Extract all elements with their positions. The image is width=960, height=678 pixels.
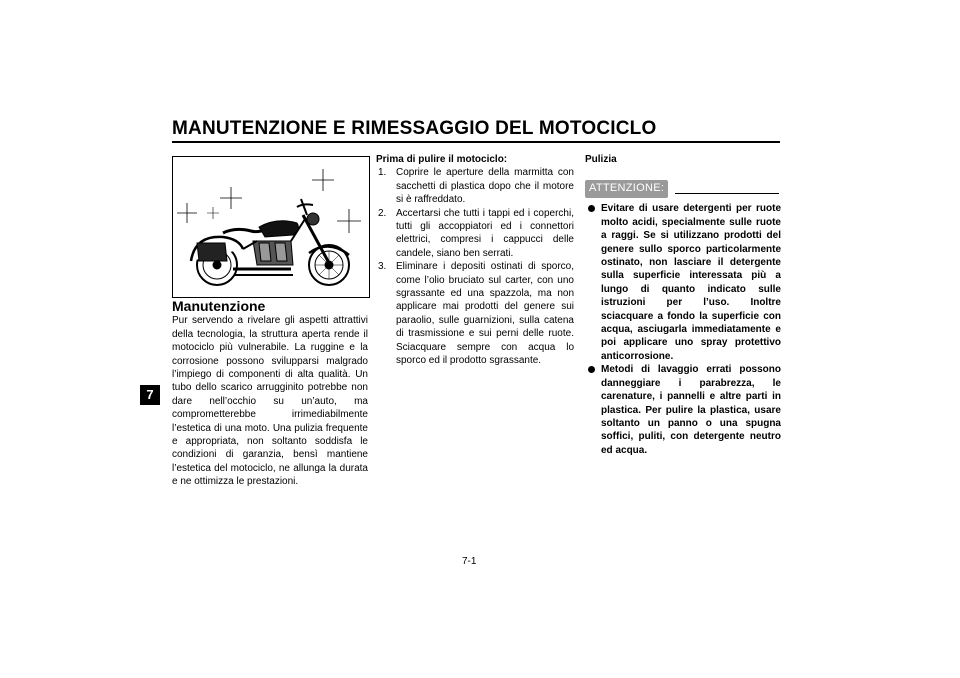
attention-rule: [675, 193, 779, 194]
bullet-text: Evitare di usare detergenti per ruote molto acidi, specialmente sulle ruote a raggi. Se si utilizzano prodotti del genere sullo sporco particolarmente ostinato, non lasciare il detergente sulla superficie interessata più a lungo di quanto indicato sulle istruzioni per l’uso. Inoltre sciacquare a fondo la superficie con acqua, asciugarla immediatamente e poi applicare uno spray protettivo anticorrosione.: [601, 203, 781, 362]
step-text: Coprire le aperture della marmitta con sacchetti di plastica dopo che il motore si è raffreddato.: [396, 167, 574, 206]
step-number: 2.: [378, 207, 387, 219]
before-cleaning-steps: [376, 166, 574, 367]
before-cleaning-column: [376, 153, 574, 368]
maintenance-column: [172, 300, 368, 489]
bullet-icon: [588, 205, 595, 212]
maintenance-heading: Manutenzione: [172, 298, 266, 314]
page-number: 7-1: [462, 556, 477, 567]
motorcycle-illustration: [172, 156, 370, 298]
page-title: MANUTENZIONE E RIMESSAGGIO DEL MOTOCICLO: [172, 118, 657, 139]
bullet-icon: [588, 366, 595, 373]
list-item: [376, 207, 574, 261]
step-text: Accertarsi che tutti i tappi ed i coperchi, tutti gli accoppiatori ed i connettori elettrici, compresi i cappucci delle candele, siano ben serrati.: [396, 207, 574, 259]
before-cleaning-heading: Prima di pulire il motociclo:: [376, 154, 508, 165]
cleaning-heading: Pulizia: [585, 154, 617, 165]
attention-header: [585, 176, 781, 202]
title-rule: [172, 141, 780, 143]
chapter-tab: 7: [140, 385, 160, 405]
step-number: 3.: [378, 261, 387, 273]
list-item: [585, 363, 781, 457]
list-item: [376, 166, 574, 206]
bullet-text: Metodi di lavaggio errati possono danneggiare i parabrezza, le carenature, i pannelli e altre parti in plastica. Per pulire la plastica, usare soltanto un panno o una spugna soffici, puliti, con detergente neutro ed acqua.: [601, 364, 781, 456]
maintenance-paragraph: Pur servendo a rivelare gli aspetti attrattivi della tecnologia, la struttura aperta rende il motociclo più vulnerabile. La ruggine e la corrosione possono svilupparsi malgrado l’impiego di componenti di alta qualità. Un tubo dello scarico arrugginito potrebbe non dare nell’occhio su un’auto, ma comprometterebbe irrimediabilmente l’estetica di una moto. Una pulizia frequente e appropriata, non soltanto soddisfa le condizioni di garanzia, bensì mantiene l’estetica del motociclo, ne allunga la durata e ne ottimizza le prestazioni.: [172, 315, 368, 488]
list-item: [376, 260, 574, 367]
cleaning-column: [585, 153, 781, 457]
step-number: 1.: [378, 167, 387, 179]
list-item: [585, 202, 781, 363]
attention-badge: ATTENZIONE:: [585, 180, 668, 197]
motorcycle-icon: [173, 157, 369, 297]
step-text: Eliminare i depositi ostinati di sporco, come l’olio bruciato sul carter, con uno sgrassante ed una spazzola, ma non applicare mai prodotti del genere sui paraolio, sulle guarnizioni, sulla catena di trasmissione e sui perni delle ruote. Sciacquare sempre con acqua lo sporco ed il prodotto sgrassante.: [396, 261, 574, 367]
